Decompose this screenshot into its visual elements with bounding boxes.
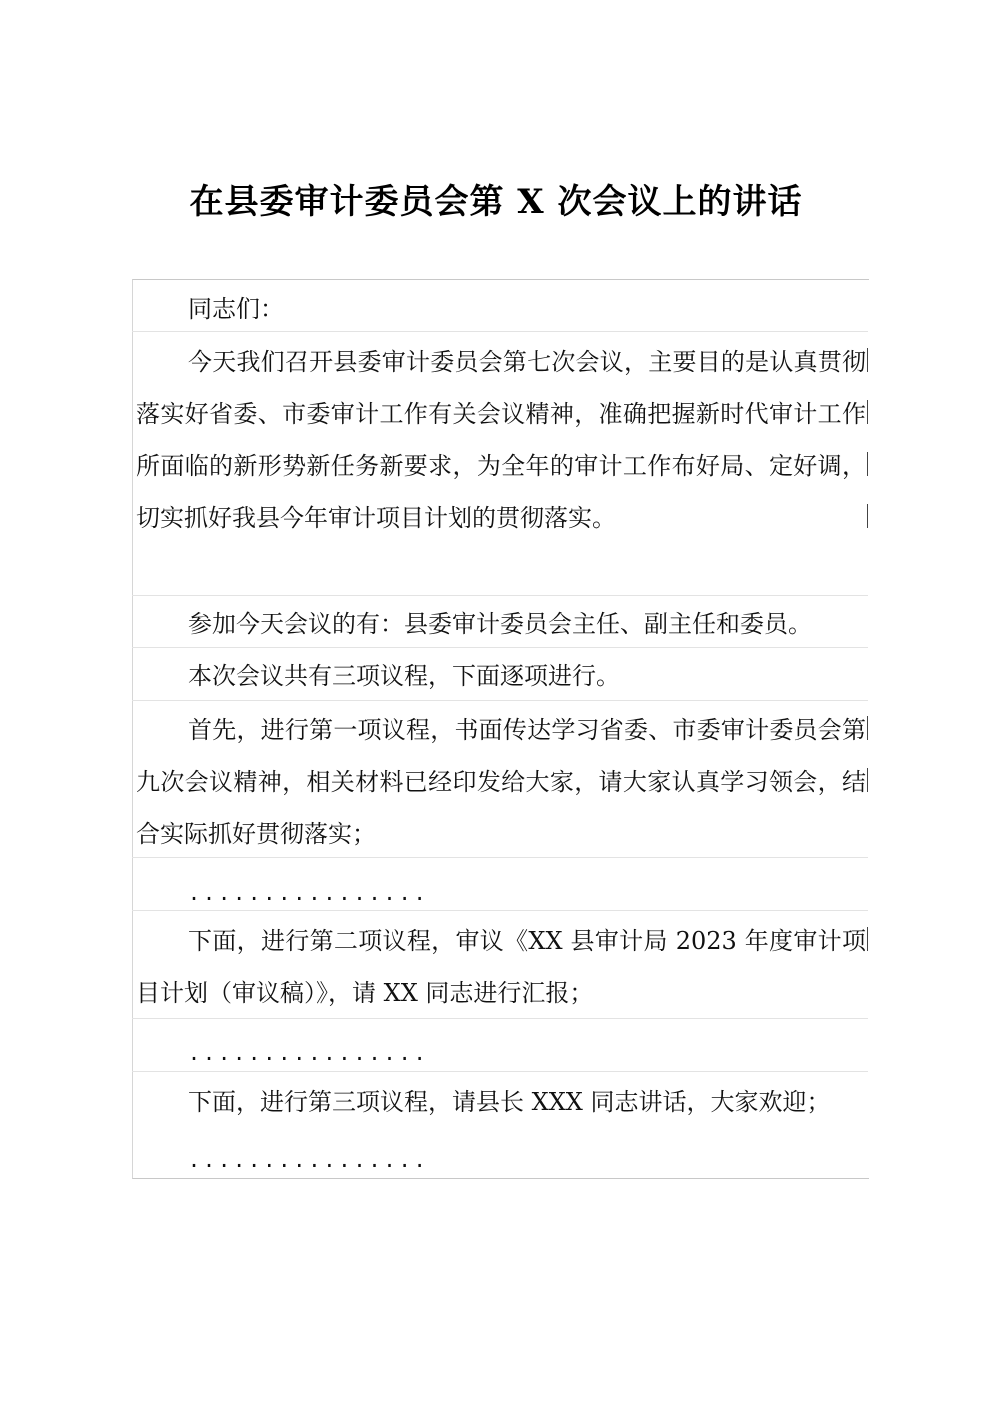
agenda-item-1-paragraph (132, 704, 868, 860)
opening-text: 今天我们召开县委审计委员会第七次会议，主要目的是认真贯彻落实好省委、市委审计工作有关会议精神，准确把握新时代审计工作所面临的新形势新任务新要求，为全年的审计工作布好局、定好调，切实抓好我县今年审计项目计划的贯彻落实。 (136, 348, 866, 532)
opening-paragraph (132, 336, 868, 544)
ellipsis-placeholder: ................ (188, 1041, 429, 1065)
attendees-text: 参加今天会议的有：县委审计委员会主任、副主任和委员。 (188, 610, 812, 638)
attendees-paragraph (132, 598, 868, 650)
ellipsis-placeholder: ................ (188, 881, 429, 905)
row-divider (132, 595, 868, 596)
greeting-paragraph (132, 283, 868, 335)
row-divider (132, 1071, 868, 1072)
document-title: 在县委审计委员会第 X 次会议上的讲话 (189, 182, 803, 222)
agenda-item-3-text: 下面，进行第三项议程，请县长 XXX 同志讲话，大家欢迎； (188, 1088, 831, 1116)
agenda-item-2-paragraph (132, 915, 868, 1019)
agenda-item-2-text: 下面，进行第二项议程，审议《XX 县审计局 2023 年度审计项目计划（审议稿）》，请 XX 同志进行汇报； (136, 927, 866, 1007)
agenda-item-1-text: 首先，进行第一项议程，书面传达学习省委、市委审计委员会第九次会议精神，相关材料已经印发给大家，请大家认真学习领会，结合实际抓好贯彻落实； (136, 716, 866, 848)
ellipsis-placeholder: ................ (188, 1148, 429, 1172)
greeting-text: 同志们： (188, 295, 284, 323)
agenda-item-3-paragraph (132, 1076, 868, 1128)
agenda-paragraph (132, 650, 868, 702)
row-divider (132, 910, 868, 911)
agenda-text: 本次会议共有三项议程，下面逐项进行。 (188, 662, 620, 690)
